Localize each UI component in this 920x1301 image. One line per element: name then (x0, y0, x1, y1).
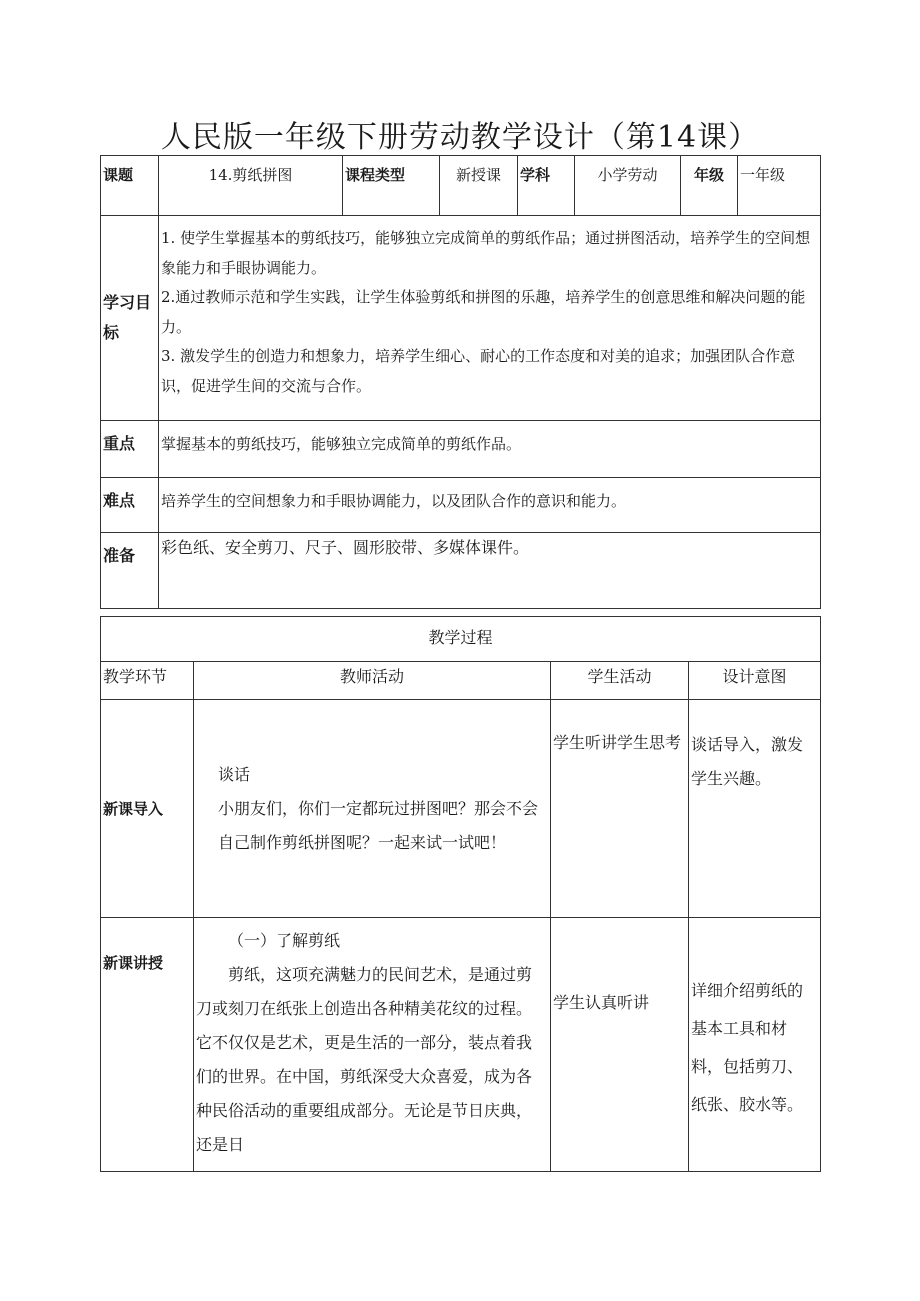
goal-item: 3. 激发学生的创造力和想象力，培养学生细心、耐心的工作态度和对美的追求；加强团队合作意识，促进学生间的交流与合作。 (161, 347, 796, 395)
table-row (101, 700, 821, 918)
subject-label: 学科 (518, 156, 575, 216)
type-label: 课程类型 (343, 156, 440, 216)
goal-item: 1. 使学生掌握基本的剪纸技巧，能够独立完成简单的剪纸作品；通过拼图活动，培养学生的空间想象能力和手眼协调能力。 (161, 229, 811, 277)
column-header-intent: 设计意图 (689, 662, 821, 700)
topic-value: 14.剪纸拼图 (159, 156, 343, 216)
teacher-cell (194, 700, 551, 918)
key-point-label: 重点 (101, 421, 159, 478)
difficulty-label: 难点 (101, 478, 159, 533)
preparation-value: 彩色纸、安全剪刀、尺子、圆形胶带、多媒体课件。 (159, 533, 821, 609)
column-header-student: 学生活动 (551, 662, 689, 700)
preparation-label: 准备 (101, 533, 159, 609)
goals-label: 学习目标 (101, 216, 159, 421)
column-header-teacher: 教师活动 (194, 662, 551, 700)
type-value: 新授课 (440, 156, 518, 216)
grade-value: 一年级 (738, 156, 821, 216)
stage-cell: 新课导入 (101, 700, 194, 918)
key-point-value: 掌握基本的剪纸技巧，能够独立完成简单的剪纸作品。 (159, 421, 821, 478)
intent-cell: 详细介绍剪纸的基本工具和材料，包括剪刀、纸张、胶水等。 (689, 918, 821, 1172)
process-table (100, 616, 821, 1172)
goals-content (159, 216, 821, 421)
subject-value: 小学劳动 (575, 156, 681, 216)
teacher-paragraph: 谈话 (218, 765, 251, 784)
student-cell: 学生认真听讲 (551, 918, 689, 1172)
info-table (100, 155, 821, 609)
process-heading: 教学过程 (101, 617, 821, 662)
teacher-cell (194, 918, 551, 1172)
column-header-stage: 教学环节 (101, 662, 194, 700)
student-cell: 学生听讲学生思考 (551, 700, 689, 918)
page-title: 人民版一年级下册劳动教学设计（第14课） (160, 120, 760, 155)
teacher-paragraph: 小朋友们，你们一定都玩过拼图吧？那会不会自己制作剪纸拼图呢？一起来试一试吧！ (218, 799, 539, 852)
teacher-paragraph: 剪纸，这项充满魅力的民间艺术，是通过剪刀或刻刀在纸张上创造出各种精美花纹的过程。它不仅仅是艺术，更是生活的一部分，装点着我们的世界。在中国，剪纸深受大众喜爱，成为各种民俗活动的重要组成部分。无论是节日庆典，还是日 (196, 965, 533, 1154)
topic-label: 课题 (101, 156, 159, 216)
grade-label: 年级 (681, 156, 738, 216)
difficulty-value: 培养学生的空间想象力和手眼协调能力，以及团队合作的意识和能力。 (159, 478, 821, 533)
teacher-paragraph: （一）了解剪纸 (228, 931, 341, 950)
goal-item: 2.通过教师示范和学生实践，让学生体验剪纸和拼图的乐趣，培养学生的创意思维和解决问题的能力。 (161, 288, 806, 336)
stage-cell: 新课讲授 (101, 918, 194, 1172)
intent-cell: 谈话导入，激发学生兴趣。 (689, 700, 821, 918)
table-row (101, 918, 821, 1172)
